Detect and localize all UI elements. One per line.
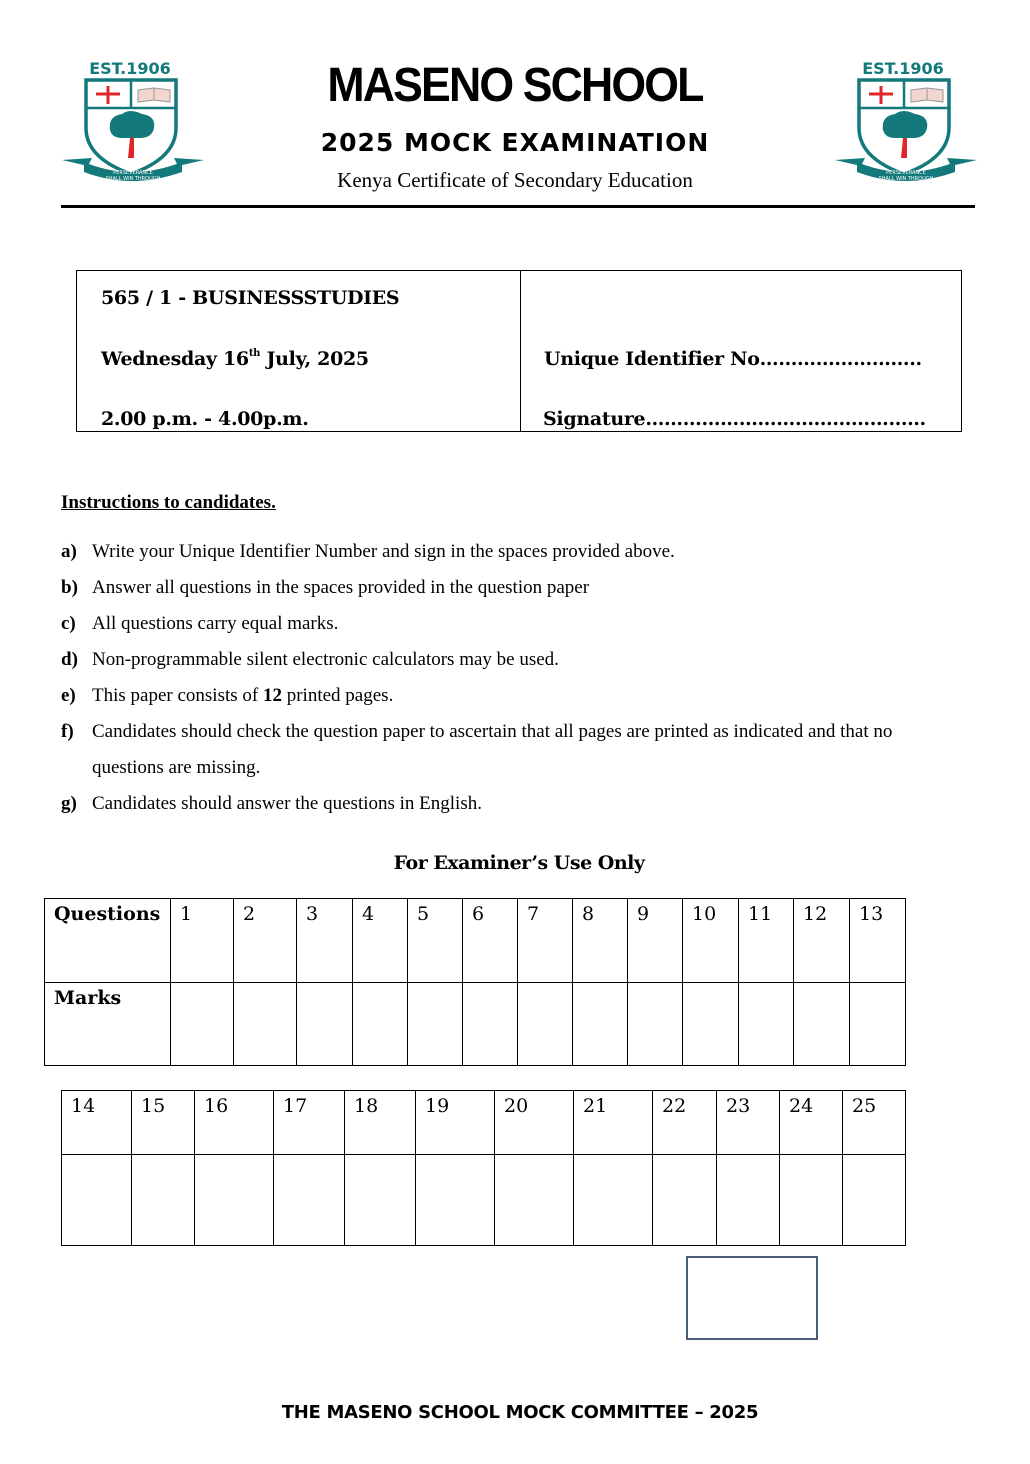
question-number: 22 — [653, 1091, 717, 1155]
mark-cell[interactable] — [171, 983, 234, 1066]
questions-row — [62, 1091, 906, 1155]
instruction-item — [61, 534, 961, 570]
paper-time: 2.00 p.m. - 4.00p.m. — [101, 408, 309, 430]
instructions-list — [61, 534, 961, 822]
instruction-text: Write your Unique Identifier Number and sign in the spaces provided above. — [92, 541, 675, 562]
question-number: 11 — [739, 899, 794, 983]
question-number: 21 — [574, 1091, 653, 1155]
mark-cell[interactable] — [353, 983, 408, 1066]
question-number: 16 — [195, 1091, 274, 1155]
instruction-item — [61, 606, 961, 642]
questions-row — [45, 899, 906, 983]
examiner-heading: For Examiner’s Use Only — [393, 852, 645, 874]
paper-date-month-year: July, 2025 — [260, 348, 369, 370]
footer-committee: THE MASENO SCHOOL MOCK COMMITTEE – 2025 — [281, 1402, 759, 1423]
question-number: 1 — [171, 899, 234, 983]
question-number: 20 — [495, 1091, 574, 1155]
question-number: 17 — [274, 1091, 345, 1155]
mark-cell[interactable] — [717, 1155, 780, 1246]
instruction-text: Candidates should check the question paper to ascertain that all pages are printed as indicated and that no questions are missing. — [92, 721, 893, 778]
marks-table-2 — [61, 1090, 906, 1246]
marks-row — [62, 1155, 906, 1246]
question-number: 2 — [234, 899, 297, 983]
info-box-divider — [520, 271, 521, 431]
mark-cell[interactable] — [653, 1155, 717, 1246]
crest-est-text: EST.1906 — [89, 59, 171, 78]
question-number: 15 — [132, 1091, 195, 1155]
mark-cell[interactable] — [62, 1155, 132, 1246]
mark-cell[interactable] — [297, 983, 353, 1066]
mark-cell[interactable] — [843, 1155, 906, 1246]
mark-cell[interactable] — [850, 983, 906, 1066]
question-number: 6 — [463, 899, 518, 983]
instruction-letter: a) — [61, 541, 77, 562]
instruction-letter: b) — [61, 577, 78, 598]
instruction-text: Answer all questions in the spaces provided in the question paper — [92, 577, 590, 598]
instructions-heading: Instructions to candidates. — [61, 492, 276, 513]
paper-info-box — [76, 270, 962, 432]
instruction-letter: e) — [61, 685, 76, 706]
question-number: 4 — [353, 899, 408, 983]
instruction-item — [61, 786, 961, 822]
signature-field[interactable]: Signature……………………………………… — [543, 408, 926, 430]
marks-label: Marks — [45, 983, 171, 1066]
mark-cell[interactable] — [463, 983, 518, 1066]
question-number: 3 — [297, 899, 353, 983]
mark-cell[interactable] — [234, 983, 297, 1066]
mark-cell[interactable] — [274, 1155, 345, 1246]
paper-date — [101, 348, 369, 370]
mark-cell[interactable] — [416, 1155, 495, 1246]
question-number: 23 — [717, 1091, 780, 1155]
exam-title: 2025 MOCK EXAMINATION — [320, 128, 710, 157]
question-number: 25 — [843, 1091, 906, 1155]
total-marks-box[interactable] — [686, 1256, 818, 1340]
instruction-text: Non-programmable silent electronic calculators may be used. — [92, 649, 559, 670]
mark-cell[interactable] — [628, 983, 683, 1066]
mark-cell[interactable] — [345, 1155, 416, 1246]
question-number: 13 — [850, 899, 906, 983]
mark-cell[interactable] — [573, 983, 628, 1066]
instruction-item — [61, 714, 961, 786]
mark-cell[interactable] — [574, 1155, 653, 1246]
questions-label: Questions — [45, 899, 171, 983]
instruction-letter: c) — [61, 613, 76, 634]
marks-row — [45, 983, 906, 1066]
certificate-title: Kenya Certificate of Secondary Education — [337, 168, 693, 192]
mark-cell[interactable] — [794, 983, 850, 1066]
instruction-letter: g) — [61, 793, 77, 814]
question-number: 18 — [345, 1091, 416, 1155]
mark-cell[interactable] — [495, 1155, 574, 1246]
instruction-letter: d) — [61, 649, 78, 670]
question-number: 12 — [794, 899, 850, 983]
paper-code-title: 565 / 1 - BUSINESSSTUDIES — [101, 287, 400, 309]
question-number: 9 — [628, 899, 683, 983]
mark-cell[interactable] — [518, 983, 573, 1066]
mark-cell[interactable] — [195, 1155, 274, 1246]
unique-identifier-field[interactable]: Unique Identifier No…………………….. — [544, 348, 922, 370]
mark-cell[interactable] — [780, 1155, 843, 1246]
paper-date-day: Wednesday 16 — [101, 348, 249, 370]
question-number: 14 — [62, 1091, 132, 1155]
crest-motto-line2: SHALL WIN THROUGH — [105, 176, 161, 182]
school-name: MASENO SCHOOL — [327, 59, 703, 112]
crest-motto-line2: SHALL WIN THROUGH — [878, 176, 934, 182]
instruction-item — [61, 678, 961, 714]
paper-date-suffix: th — [248, 348, 261, 359]
mark-cell[interactable] — [739, 983, 794, 1066]
crest-motto-line1: PERSEVERANCE — [113, 170, 153, 176]
crest-motto-line1: PERSEVERANCE — [886, 170, 926, 176]
mark-cell[interactable] — [132, 1155, 195, 1246]
crest-est-text: EST.1906 — [862, 59, 944, 78]
question-number: 7 — [518, 899, 573, 983]
instruction-text: All questions carry equal marks. — [92, 613, 339, 634]
question-number: 24 — [780, 1091, 843, 1155]
instruction-text: printed pages. — [281, 685, 394, 706]
mark-cell[interactable] — [683, 983, 739, 1066]
question-number: 8 — [573, 899, 628, 983]
page-count: 12 — [262, 685, 282, 706]
question-number: 5 — [408, 899, 463, 983]
marks-table-1 — [44, 898, 906, 1066]
instruction-letter: f) — [61, 721, 74, 742]
instruction-item — [61, 570, 961, 606]
mark-cell[interactable] — [408, 983, 463, 1066]
instruction-text: This paper consists of — [92, 685, 263, 706]
header-divider — [61, 205, 975, 208]
instruction-text: Candidates should answer the questions in English. — [92, 793, 482, 814]
instruction-item — [61, 642, 961, 678]
question-number: 19 — [416, 1091, 495, 1155]
question-number: 10 — [683, 899, 739, 983]
